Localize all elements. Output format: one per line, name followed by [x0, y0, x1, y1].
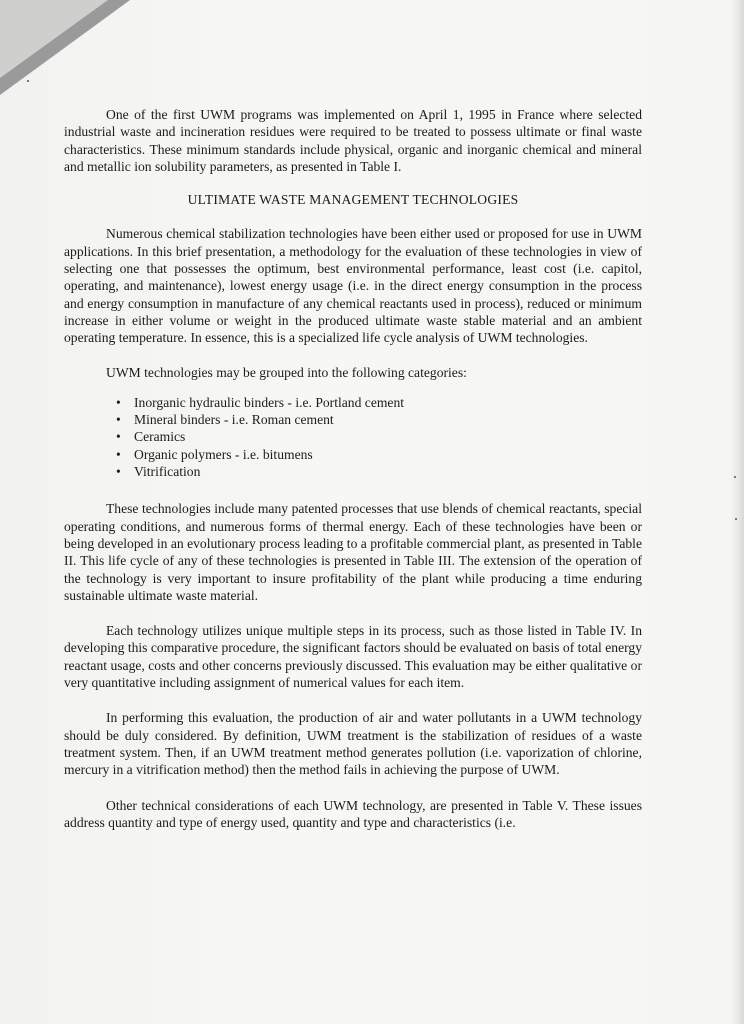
paragraph: One of the first UWM programs was implemented on April 1, 1995 in France where selected industrial waste and incineration residues were required to be treated to possess ultimate or final waste characteristics. These minimum standards include physical, organic and inorganic chemical and mineral and metallic ion solubility parameters, as presented in Table I.	[64, 107, 642, 174]
list-item	[116, 446, 642, 463]
paragraph: In performing this evaluation, the production of air and water pollutants in a UWM technology should be duly considered. By definition, UWM treatment is the stabilization of residues of a waste treatment system. Then, if an UWM treatment method generates pollution (i.e. vaporization of chlorine, mercury in a vitrification method) then the method fails in achieving the purpose of UWM.	[64, 710, 642, 778]
list-item-text: Ceramics	[134, 429, 186, 445]
list-item	[116, 463, 642, 480]
list-item	[116, 394, 642, 411]
bullet-icon: •	[116, 429, 121, 445]
paragraph: Other technical considerations of each UWM technology, are presented in Table V. These issues address quantity and type of energy used, quantity and type and characteristics (i.e.	[64, 797, 642, 830]
scan-speck	[735, 518, 737, 520]
page-corner-fold-highlight	[0, 0, 108, 78]
list-item-text: Vitrification	[134, 464, 201, 480]
bullet-icon: •	[116, 446, 121, 462]
document-body	[64, 106, 642, 831]
section-heading: ULTIMATE WASTE MANAGEMENT TECHNOLOGIES	[187, 192, 519, 208]
bullet-icon: •	[116, 394, 121, 410]
scan-speck	[27, 80, 29, 82]
list-item	[116, 428, 642, 445]
category-list	[64, 394, 642, 480]
list-item	[116, 411, 642, 428]
paragraph: Numerous chemical stabilization technologies have been either used or proposed for use in UWM applications. In this brief presentation, a methodology for the evaluation of these technologies in view of selecting one that possesses the optimum, best environmental performance, least cost (i.e. capitol, operating, and maintenance), lowest energy usage (i.e. in the direct energy consumption in the process and energy consumption in manufacture of any chemical reactants used in process), reduced or minimum increase in either volume or weight in the produced ultimate waste stable material and an ambient operating temperature. In essence, this is a specialized life cycle analysis of UWM technologies.	[64, 226, 642, 346]
paragraph: These technologies include many patented processes that use blends of chemical reactants, special operating conditions, and numerous forms of thermal energy. Each of these technologies have been or being developed in an evolutionary process leading to a profitable commercial plant, as presented in Table II. This life cycle of any of these technologies is presented in Table III. The extension of the operation of the technology is very important to insure profitability of the plant while producing a time enduring sustainable ultimate waste material.	[64, 501, 642, 603]
page-right-edge-shadow	[730, 0, 744, 1024]
paragraph: Each technology utilizes unique multiple steps in its process, such as those listed in Table IV. In developing this comparative procedure, the significant factors should be evaluated on basis of total energy reactant usage, costs and other concerns previously discussed. This evaluation may be either qualitative or very quantitative including assignment of numerical values for each item.	[64, 623, 642, 691]
paragraph: UWM technologies may be grouped into the following categories:	[106, 364, 467, 380]
bullet-icon: •	[116, 464, 121, 480]
bullet-icon: •	[116, 412, 121, 428]
list-item-text: Organic polymers - i.e. bitumens	[134, 446, 313, 462]
scan-speck	[734, 476, 736, 478]
list-item-text: Mineral binders - i.e. Roman cement	[134, 412, 334, 428]
list-item-text: Inorganic hydraulic binders - i.e. Portland cement	[134, 394, 405, 410]
